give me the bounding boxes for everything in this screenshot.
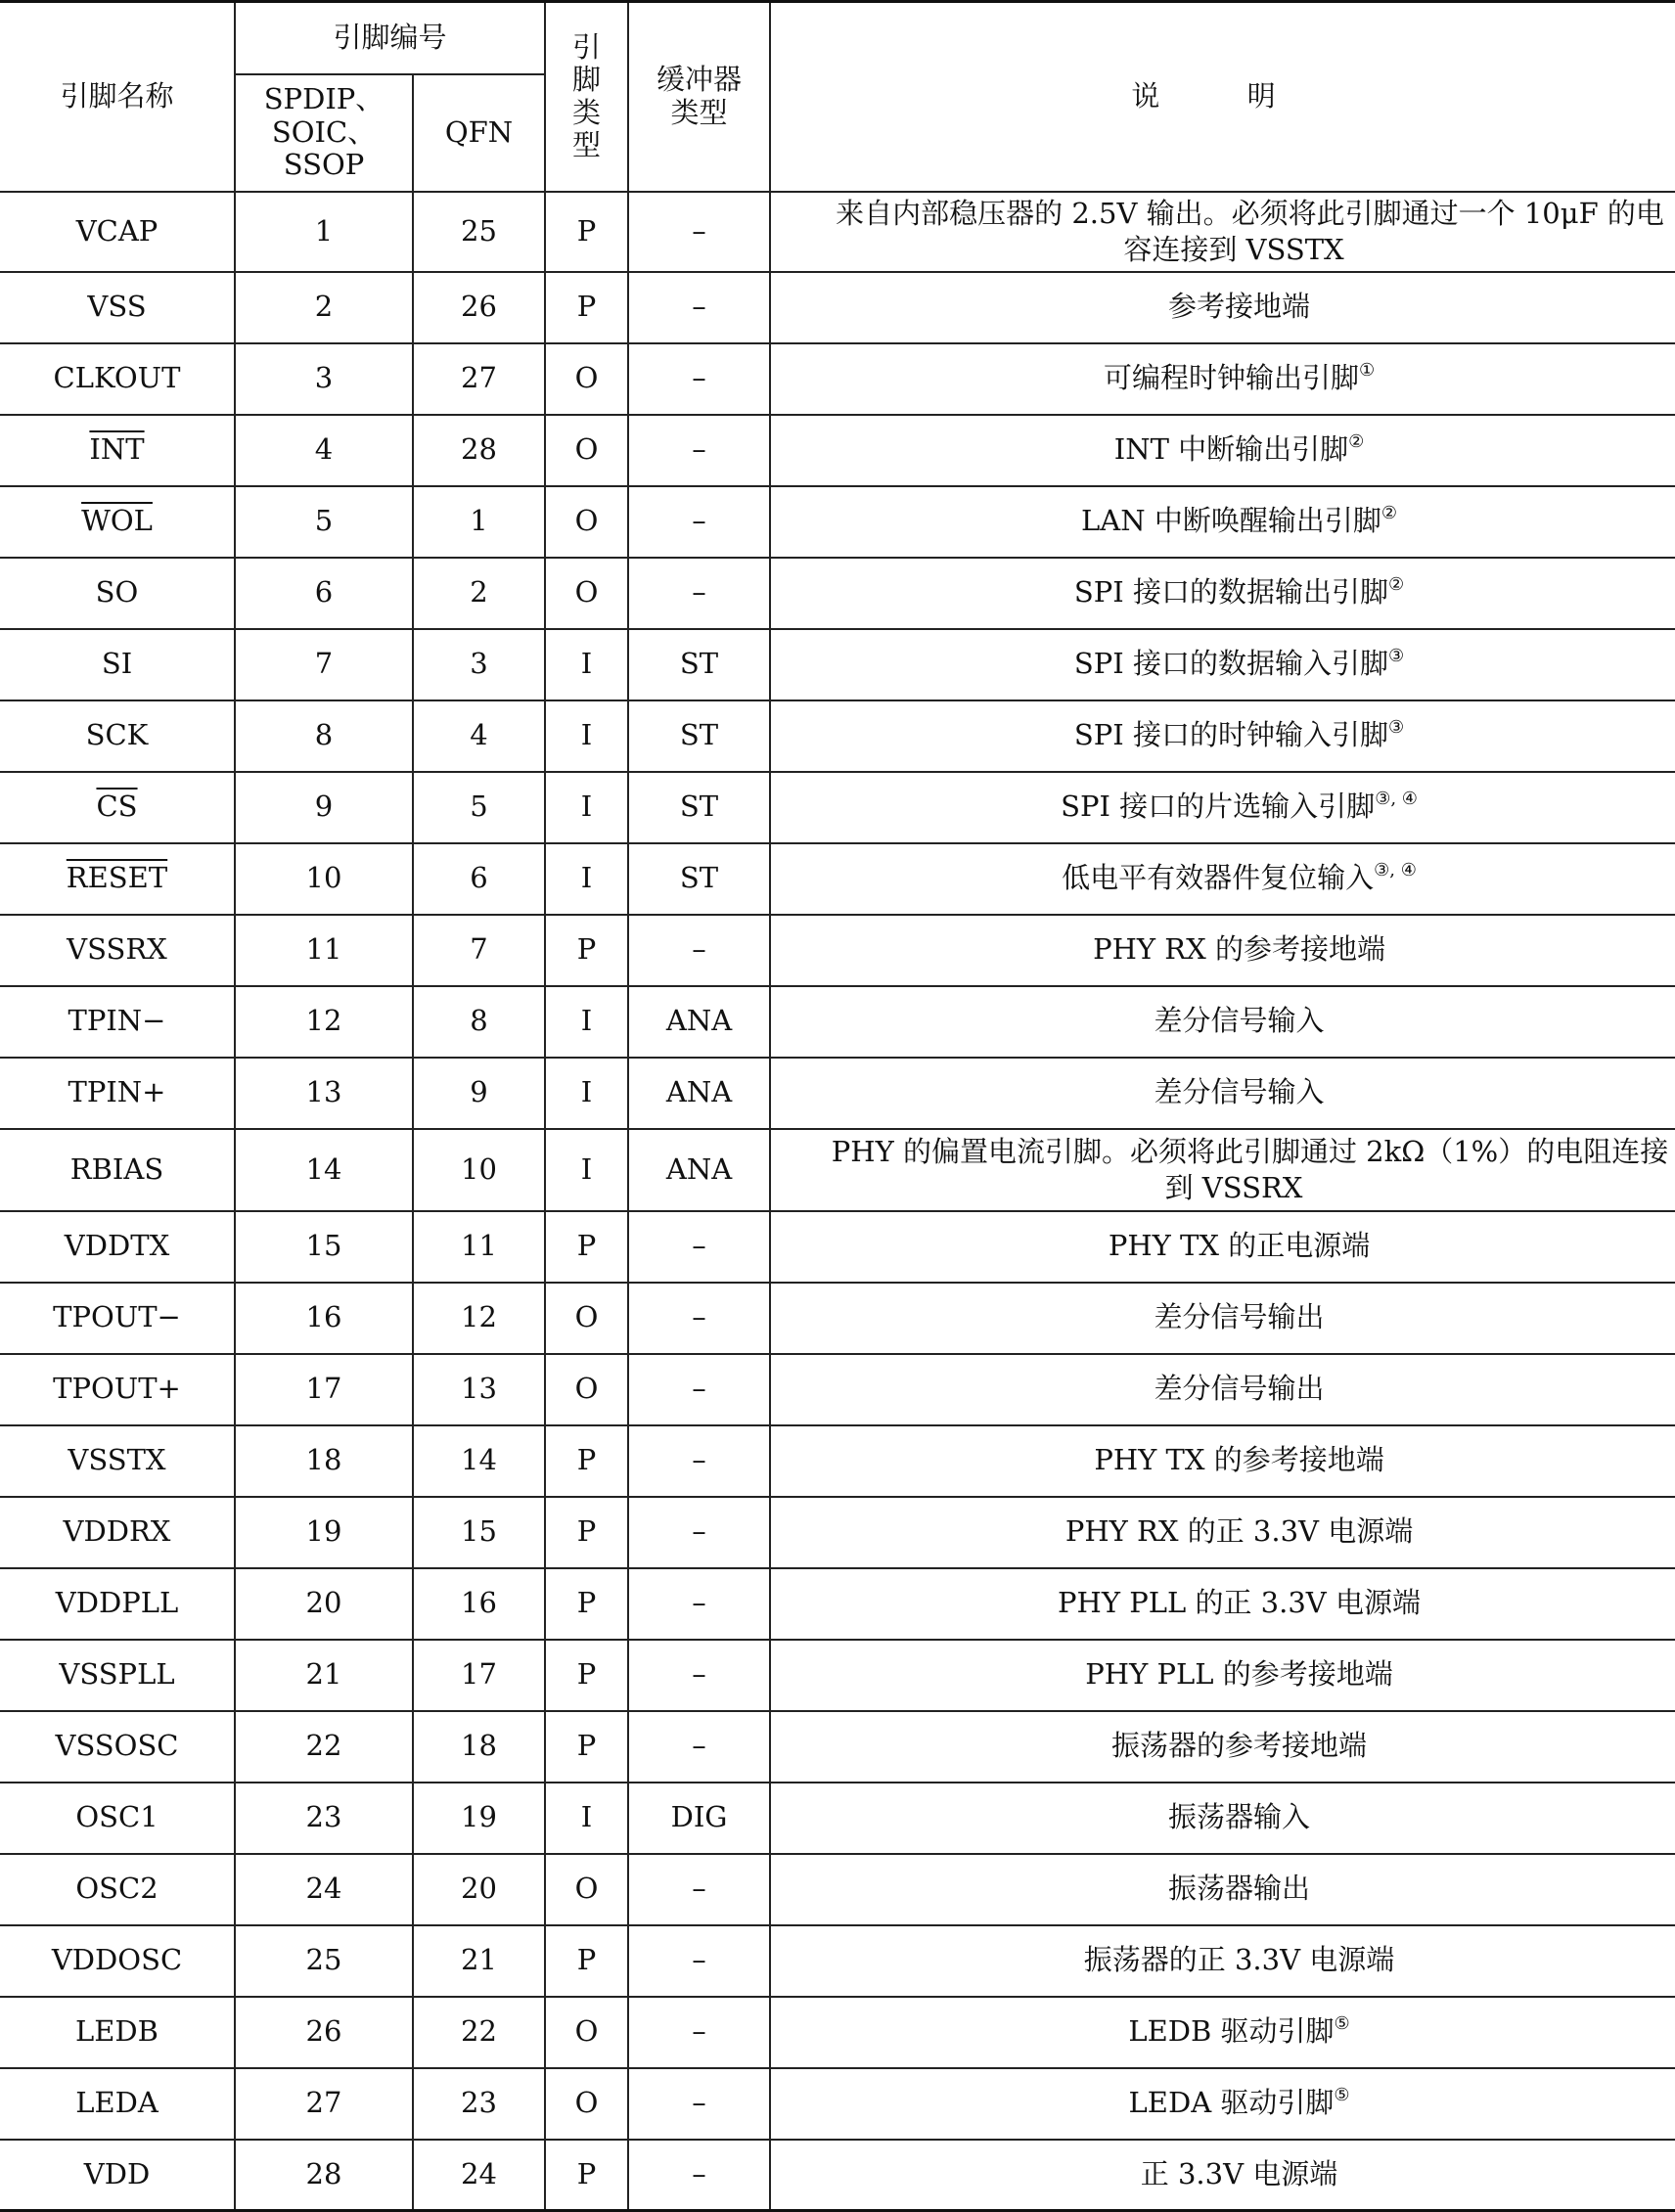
pin-number-qfn: 1 xyxy=(413,486,545,558)
pin-type: P xyxy=(545,1711,628,1783)
pin-description xyxy=(770,772,1675,843)
description-text: PHY PLL 的参考接地端 xyxy=(1085,1657,1393,1692)
pin-description xyxy=(770,1925,1675,1997)
pin-number-qfn: 22 xyxy=(413,1997,545,2068)
pin-number-spdip: 16 xyxy=(235,1283,413,1354)
description-text: 差分信号输入 xyxy=(1154,1075,1325,1109)
pin-number-spdip: 1 xyxy=(235,192,413,272)
pin-number-qfn: 7 xyxy=(413,915,545,986)
buffer-type: – xyxy=(628,1711,770,1783)
description-text: 差分信号输入 xyxy=(1154,1004,1325,1038)
pin-number-spdip: 24 xyxy=(235,1854,413,1925)
table-row xyxy=(0,1925,1675,1997)
pin-description xyxy=(770,1640,1675,1711)
pin-number-spdip: 12 xyxy=(235,986,413,1058)
pin-name-cell xyxy=(0,343,235,415)
buffer-type: – xyxy=(628,2140,770,2211)
description-text: INT 中断输出引脚 xyxy=(1113,432,1349,467)
pin-number-spdip: 21 xyxy=(235,1640,413,1711)
pin-type: P xyxy=(545,1425,628,1497)
pin-name-cell xyxy=(0,1711,235,1783)
pin-number-qfn: 12 xyxy=(413,1283,545,1354)
pin-number-qfn: 26 xyxy=(413,272,545,343)
pin-number-spdip: 15 xyxy=(235,1211,413,1283)
pin-number-spdip: 20 xyxy=(235,1568,413,1640)
header-package-spdip: SPDIP、 SOIC、 SSOP xyxy=(235,74,413,192)
header-buffer-type: 缓冲器 类型 xyxy=(628,2,770,192)
pin-description xyxy=(770,629,1675,700)
description-text: PHY TX 的参考接地端 xyxy=(1094,1443,1384,1477)
pin-description xyxy=(770,1711,1675,1783)
pin-type: P xyxy=(545,1568,628,1640)
header-package-qfn: QFN xyxy=(413,74,545,192)
pin-name: OSC2 xyxy=(75,1872,158,1906)
table-row xyxy=(0,192,1675,272)
pin-number-spdip: 26 xyxy=(235,1997,413,2068)
pin-type: I xyxy=(545,1058,628,1129)
pin-type: O xyxy=(545,1283,628,1354)
buffer-type: DIG xyxy=(628,1783,770,1854)
table-row xyxy=(0,1640,1675,1711)
buffer-type: – xyxy=(628,1354,770,1425)
pin-description xyxy=(770,1283,1675,1354)
buffer-type: – xyxy=(628,1425,770,1497)
pin-name: VCAP xyxy=(75,213,158,248)
description-text: 参考接地端 xyxy=(1168,290,1311,324)
pin-description xyxy=(770,1997,1675,2068)
pin-name: LEDB xyxy=(75,2014,158,2049)
description-text: SPI 接口的数据输入引脚 xyxy=(1073,647,1388,681)
pin-name: CLKOUT xyxy=(53,361,181,395)
pin-name-cell xyxy=(0,272,235,343)
buffer-type: – xyxy=(628,415,770,486)
table-row xyxy=(0,343,1675,415)
description-text: SPI 接口的时钟输入引脚 xyxy=(1073,718,1388,752)
description-text: 正 3.3V 电源端 xyxy=(1140,2157,1338,2191)
table-row xyxy=(0,629,1675,700)
buffer-type: – xyxy=(628,343,770,415)
pin-type: P xyxy=(545,2140,628,2211)
description-text: 差分信号输出 xyxy=(1154,1372,1325,1406)
pin-name-cell xyxy=(0,700,235,772)
buffer-type: – xyxy=(628,1568,770,1640)
table-row xyxy=(0,1568,1675,1640)
pin-name-cell xyxy=(0,1058,235,1129)
pin-description xyxy=(770,1354,1675,1425)
pin-description xyxy=(770,192,1675,272)
pin-type: O xyxy=(545,415,628,486)
description-text: 振荡器输出 xyxy=(1168,1872,1311,1906)
pin-name: TPIN− xyxy=(68,1004,166,1038)
pin-number-qfn: 17 xyxy=(413,1640,545,1711)
description-text: 可编程时钟输出引脚 xyxy=(1103,361,1359,395)
pin-number-qfn: 10 xyxy=(413,1129,545,1211)
table-row xyxy=(0,1129,1675,1211)
table-row xyxy=(0,1058,1675,1129)
description-text: SPI 接口的数据输出引脚 xyxy=(1073,575,1388,609)
pin-name-cell xyxy=(0,1283,235,1354)
pin-name-cell xyxy=(0,2068,235,2140)
pin-name: RESET xyxy=(66,861,168,895)
buffer-type: ST xyxy=(628,843,770,915)
pin-name-cell xyxy=(0,915,235,986)
pin-name: TPOUT− xyxy=(53,1300,181,1334)
pin-name-cell xyxy=(0,1783,235,1854)
table-row xyxy=(0,558,1675,629)
pin-type: O xyxy=(545,1997,628,2068)
pin-name: VDDOSC xyxy=(51,1943,183,1977)
pin-name: VDDRX xyxy=(63,1514,171,1549)
buffer-type: – xyxy=(628,1497,770,1568)
header-pin-number: 引脚编号 xyxy=(235,2,545,74)
pin-name-cell xyxy=(0,1568,235,1640)
pin-type: P xyxy=(545,1211,628,1283)
pin-description xyxy=(770,986,1675,1058)
buffer-type: – xyxy=(628,486,770,558)
pin-name: VDDPLL xyxy=(55,1586,179,1620)
pin-name-cell xyxy=(0,1854,235,1925)
pin-type: O xyxy=(545,558,628,629)
pin-name: VSSTX xyxy=(68,1443,166,1477)
buffer-type: – xyxy=(628,272,770,343)
pin-name: VDDTX xyxy=(64,1229,170,1263)
pin-description xyxy=(770,1425,1675,1497)
pin-description xyxy=(770,2068,1675,2140)
pin-name: OSC1 xyxy=(75,1800,158,1834)
pin-type: I xyxy=(545,629,628,700)
pin-description xyxy=(770,486,1675,558)
pin-description xyxy=(770,1129,1675,1211)
pin-description xyxy=(770,343,1675,415)
pin-type: I xyxy=(545,986,628,1058)
pin-name-cell xyxy=(0,2140,235,2211)
pin-type: O xyxy=(545,2068,628,2140)
table-row xyxy=(0,986,1675,1058)
buffer-type: ANA xyxy=(628,1058,770,1129)
pin-name-cell xyxy=(0,1640,235,1711)
pin-name-cell xyxy=(0,843,235,915)
pin-name-cell xyxy=(0,1425,235,1497)
pin-type: O xyxy=(545,1354,628,1425)
pin-name-cell xyxy=(0,1925,235,1997)
pin-number-qfn: 11 xyxy=(413,1211,545,1283)
pin-name: RBIAS xyxy=(69,1151,164,1186)
footnote-marker: ③ xyxy=(1387,646,1405,667)
buffer-type: ST xyxy=(628,629,770,700)
pin-type: O xyxy=(545,1854,628,1925)
description-text: 来自内部稳压器的 2.5V 输出。必须将此引脚通过一个 10μF 的电容连接到 VSSTX xyxy=(836,197,1664,266)
pin-number-spdip: 13 xyxy=(235,1058,413,1129)
header-pin-name: 引脚名称 xyxy=(0,2,235,192)
pin-name: $\overline{CS}$ xyxy=(96,790,138,824)
pin-number-qfn: 20 xyxy=(413,1854,545,1925)
pin-number-qfn: 2 xyxy=(413,558,545,629)
header-pin-type: 引 脚 类 型 xyxy=(545,2,628,192)
pin-name: VDD xyxy=(83,2157,151,2191)
pin-number-qfn: 28 xyxy=(413,415,545,486)
pin-name-cell xyxy=(0,415,235,486)
pin-number-spdip: 17 xyxy=(235,1354,413,1425)
pin-name: VSSPLL xyxy=(59,1657,175,1692)
pin-name-cell xyxy=(0,772,235,843)
buffer-type: – xyxy=(628,1211,770,1283)
pin-number-qfn: 16 xyxy=(413,1568,545,1640)
buffer-type: – xyxy=(628,1854,770,1925)
pin-description xyxy=(770,2140,1675,2211)
footnote-marker: ③ xyxy=(1387,717,1405,739)
pin-name: SO xyxy=(95,575,139,609)
pin-name: SI xyxy=(101,647,133,681)
footnote-marker: ② xyxy=(1381,503,1397,524)
pin-type: O xyxy=(545,486,628,558)
pin-name-cell xyxy=(0,1354,235,1425)
pin-number-spdip: 2 xyxy=(235,272,413,343)
pin-number-qfn: 3 xyxy=(413,629,545,700)
pin-number-qfn: 18 xyxy=(413,1711,545,1783)
pin-name: VSS xyxy=(87,290,147,324)
buffer-type: ST xyxy=(628,772,770,843)
table-row xyxy=(0,1711,1675,1783)
pin-type: I xyxy=(545,1783,628,1854)
pin-description xyxy=(770,415,1675,486)
pin-number-spdip: 28 xyxy=(235,2140,413,2211)
footnote-marker: ⑤ xyxy=(1334,2013,1350,2035)
table-row xyxy=(0,1497,1675,1568)
table-row xyxy=(0,1425,1675,1497)
pin-name: VSSOSC xyxy=(55,1729,179,1763)
pin-number-spdip: 14 xyxy=(235,1129,413,1211)
description-text: LEDB 驱动引脚 xyxy=(1128,2014,1335,2049)
pin-type: P xyxy=(545,1925,628,1997)
buffer-type: – xyxy=(628,1997,770,2068)
footnote-marker: ② xyxy=(1387,574,1405,596)
table-row xyxy=(0,1854,1675,1925)
pin-type: I xyxy=(545,843,628,915)
pin-number-qfn: 15 xyxy=(413,1497,545,1568)
pin-number-qfn: 19 xyxy=(413,1783,545,1854)
pin-name: $\overline{INT}$ xyxy=(89,432,145,467)
footnote-marker: ③, ④ xyxy=(1374,860,1417,881)
pin-number-spdip: 25 xyxy=(235,1925,413,1997)
description-text: 低电平有效器件复位输入 xyxy=(1062,861,1375,895)
pin-description xyxy=(770,1783,1675,1854)
description-text: 振荡器输入 xyxy=(1168,1800,1311,1834)
pin-description xyxy=(770,1211,1675,1283)
table-row xyxy=(0,415,1675,486)
buffer-type: – xyxy=(628,1283,770,1354)
pin-type: P xyxy=(545,915,628,986)
pin-name: TPIN+ xyxy=(68,1075,166,1109)
pin-description xyxy=(770,1568,1675,1640)
footnote-marker: ② xyxy=(1348,431,1365,453)
pin-name-cell xyxy=(0,1129,235,1211)
pin-number-spdip: 9 xyxy=(235,772,413,843)
table-row xyxy=(0,843,1675,915)
footnote-marker: ① xyxy=(1358,360,1376,382)
pin-description xyxy=(770,1497,1675,1568)
pin-number-spdip: 18 xyxy=(235,1425,413,1497)
description-text: 差分信号输出 xyxy=(1154,1300,1325,1334)
table-row xyxy=(0,1997,1675,2068)
table-row xyxy=(0,700,1675,772)
table-row xyxy=(0,1783,1675,1854)
description-text: PHY PLL 的正 3.3V 电源端 xyxy=(1058,1586,1421,1620)
footnote-marker: ⑤ xyxy=(1334,2085,1350,2106)
table-row xyxy=(0,1354,1675,1425)
table-row xyxy=(0,915,1675,986)
pin-number-qfn: 9 xyxy=(413,1058,545,1129)
pin-name: VSSRX xyxy=(67,932,167,967)
table-row xyxy=(0,772,1675,843)
pin-name-cell xyxy=(0,1997,235,2068)
pin-name-cell xyxy=(0,986,235,1058)
pin-name-cell xyxy=(0,1497,235,1568)
table-row xyxy=(0,272,1675,343)
pin-number-spdip: 3 xyxy=(235,343,413,415)
description-text: PHY 的偏置电流引脚。必须将此引脚通过 2kΩ（1%）的电阻连接到 VSSRX xyxy=(831,1135,1669,1204)
pin-number-qfn: 27 xyxy=(413,343,545,415)
pin-type: P xyxy=(545,1640,628,1711)
pin-name-cell xyxy=(0,629,235,700)
pin-name-cell xyxy=(0,558,235,629)
pin-type: I xyxy=(545,700,628,772)
table-row xyxy=(0,486,1675,558)
pin-type: P xyxy=(545,1497,628,1568)
pin-description xyxy=(770,915,1675,986)
description-text: SPI 接口的片选输入引脚 xyxy=(1061,790,1376,824)
buffer-type: ANA xyxy=(628,986,770,1058)
buffer-type: – xyxy=(628,915,770,986)
pin-description xyxy=(770,843,1675,915)
buffer-type: – xyxy=(628,192,770,272)
footnote-marker: ③, ④ xyxy=(1375,789,1418,810)
buffer-type: – xyxy=(628,1640,770,1711)
header-description: 说 明 xyxy=(770,2,1675,192)
pin-name: LEDA xyxy=(75,2086,158,2120)
pin-description xyxy=(770,700,1675,772)
description-text: PHY RX 的正 3.3V 电源端 xyxy=(1064,1514,1414,1549)
pin-name: $\overline{WOL}$ xyxy=(81,504,153,538)
pin-name: TPOUT+ xyxy=(53,1372,181,1406)
pin-type: I xyxy=(545,772,628,843)
pin-number-qfn: 5 xyxy=(413,772,545,843)
pin-number-spdip: 10 xyxy=(235,843,413,915)
pin-number-spdip: 8 xyxy=(235,700,413,772)
pin-type: I xyxy=(545,1129,628,1211)
pin-number-spdip: 5 xyxy=(235,486,413,558)
table-row xyxy=(0,2068,1675,2140)
table-row xyxy=(0,2140,1675,2211)
pin-type: P xyxy=(545,192,628,272)
buffer-type: – xyxy=(628,2068,770,2140)
buffer-type: – xyxy=(628,1925,770,1997)
pin-name-cell xyxy=(0,486,235,558)
pin-number-qfn: 25 xyxy=(413,192,545,272)
buffer-type: ST xyxy=(628,700,770,772)
description-text: PHY RX 的参考接地端 xyxy=(1093,932,1385,967)
pin-number-spdip: 19 xyxy=(235,1497,413,1568)
pin-number-spdip: 6 xyxy=(235,558,413,629)
description-text: 振荡器的正 3.3V 电源端 xyxy=(1083,1943,1395,1977)
pin-number-qfn: 4 xyxy=(413,700,545,772)
pin-number-qfn: 21 xyxy=(413,1925,545,1997)
pin-number-qfn: 24 xyxy=(413,2140,545,2211)
pin-number-qfn: 23 xyxy=(413,2068,545,2140)
table-body xyxy=(0,192,1675,2211)
pin-description xyxy=(770,272,1675,343)
pin-description xyxy=(770,1058,1675,1129)
table-header xyxy=(0,2,1675,192)
buffer-type: ANA xyxy=(628,1129,770,1211)
pin-number-qfn: 6 xyxy=(413,843,545,915)
pin-number-qfn: 13 xyxy=(413,1354,545,1425)
description-text: 振荡器的参考接地端 xyxy=(1111,1729,1368,1763)
pin-number-spdip: 27 xyxy=(235,2068,413,2140)
description-text: LEDA 驱动引脚 xyxy=(1128,2086,1335,2120)
pin-number-spdip: 4 xyxy=(235,415,413,486)
table-row xyxy=(0,1211,1675,1283)
pin-number-spdip: 7 xyxy=(235,629,413,700)
pin-name: SCK xyxy=(85,718,149,752)
table-row xyxy=(0,1283,1675,1354)
pin-number-qfn: 8 xyxy=(413,986,545,1058)
pin-type: O xyxy=(545,343,628,415)
buffer-type: – xyxy=(628,558,770,629)
pin-name-cell xyxy=(0,1211,235,1283)
description-text: PHY TX 的正电源端 xyxy=(1108,1229,1371,1263)
pin-type: P xyxy=(545,272,628,343)
pin-number-spdip: 23 xyxy=(235,1783,413,1854)
pin-description xyxy=(770,558,1675,629)
description-text: LAN 中断唤醒输出引脚 xyxy=(1081,504,1381,538)
pin-number-qfn: 14 xyxy=(413,1425,545,1497)
pin-name-cell xyxy=(0,192,235,272)
pin-description xyxy=(770,1854,1675,1925)
pin-number-spdip: 22 xyxy=(235,1711,413,1783)
pin-number-spdip: 11 xyxy=(235,915,413,986)
